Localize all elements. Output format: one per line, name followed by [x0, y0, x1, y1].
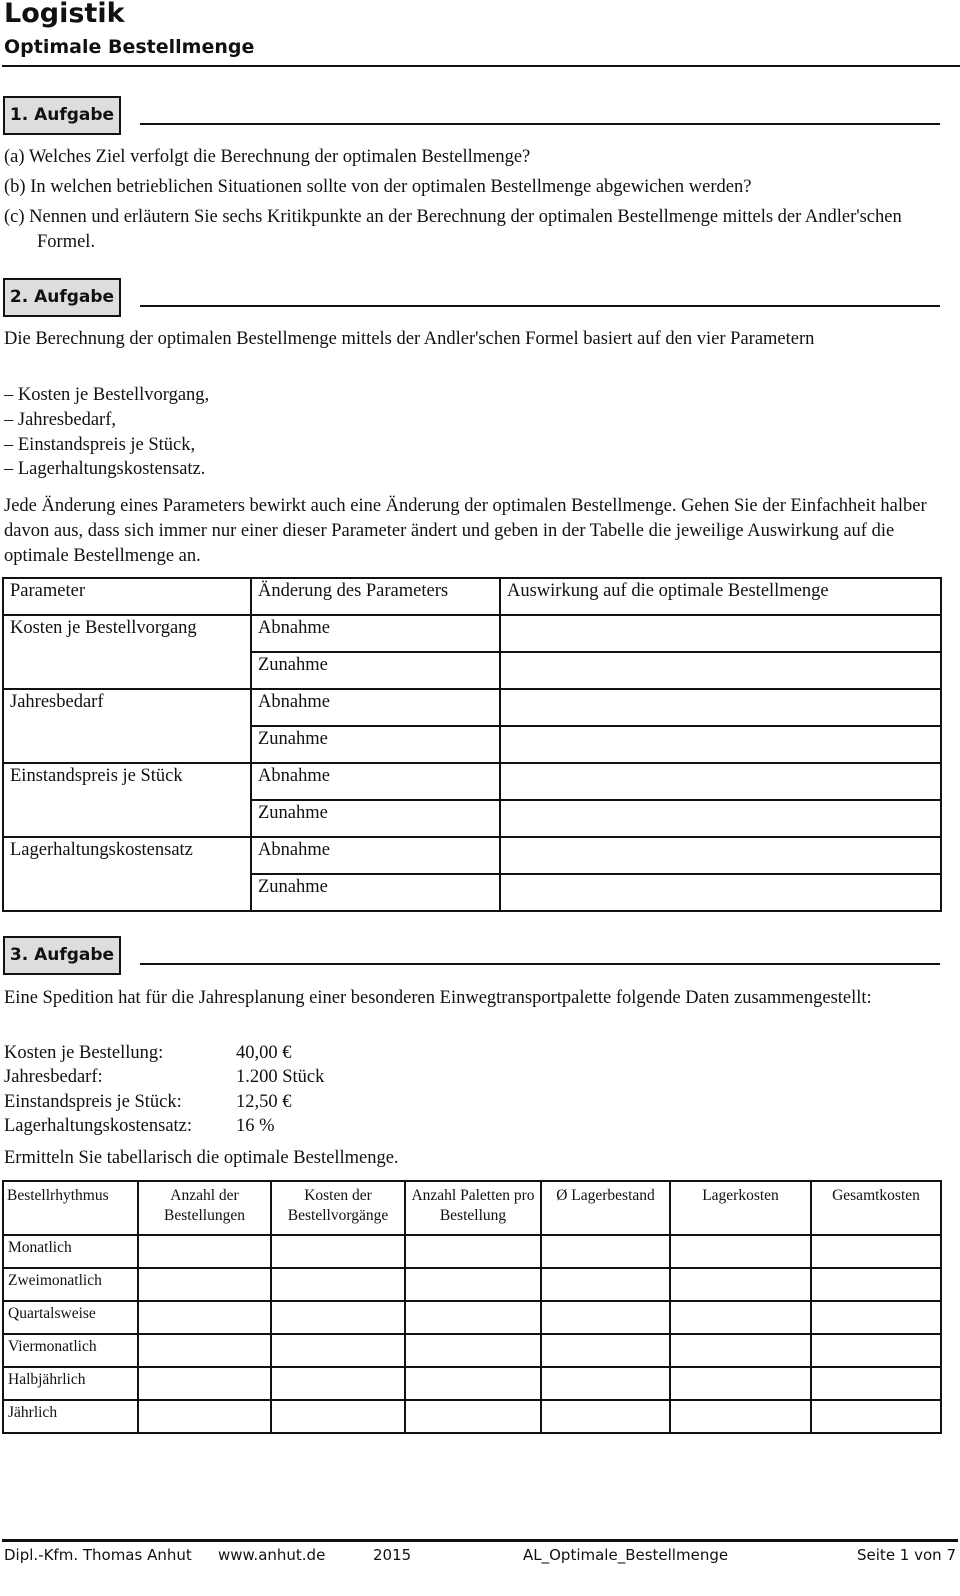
data-key: Jahresbedarf:	[4, 1067, 103, 1087]
page-title: Logistik	[4, 0, 125, 29]
answer-cell[interactable]	[405, 1268, 541, 1301]
parameter-table	[2, 577, 942, 912]
answer-cell[interactable]	[138, 1400, 271, 1433]
task3-intro: Eine Spedition hat für die Jahresplanung einer besonderen Einwegtransportpalette folgende Daten zusammengestellt:	[4, 988, 872, 1008]
rhythm-cell: Quartalsweise	[3, 1301, 138, 1334]
table-row	[3, 763, 941, 800]
header-rule	[2, 65, 960, 67]
task1-label: 1. Aufgabe	[3, 96, 121, 135]
answer-cell[interactable]	[138, 1367, 271, 1400]
effect-answer-cell[interactable]	[500, 763, 941, 800]
footer-document: AL_Optimale_Bestellmenge	[523, 1546, 729, 1564]
data-row-unit-price	[4, 1090, 292, 1115]
effect-answer-cell[interactable]	[500, 652, 941, 689]
effect-answer-cell[interactable]	[500, 726, 941, 763]
task2-intro: Die Berechnung der optimalen Bestellmenge mittels der Andler'schen Formel basiert auf den vier Parametern	[4, 329, 815, 349]
table-row	[3, 1367, 941, 1400]
header-cell: Auswirkung auf die optimale Bestellmenge	[500, 578, 941, 615]
page-subtitle: Optimale Bestellmenge	[4, 36, 255, 58]
task1-question-b: (b) In welchen betrieblichen Situationen sollte von der optimalen Bestellmenge abgewichen werden?	[4, 177, 752, 197]
data-value: 40,00 €	[236, 1043, 292, 1063]
answer-cell[interactable]	[670, 1367, 811, 1400]
answer-cell[interactable]	[405, 1400, 541, 1433]
effect-answer-cell[interactable]	[500, 800, 941, 837]
data-value: 12,50 €	[236, 1092, 292, 1112]
answer-cell[interactable]	[271, 1268, 405, 1301]
change-cell: Zunahme	[251, 874, 500, 911]
answer-cell[interactable]	[271, 1367, 405, 1400]
data-row-annual-demand	[4, 1065, 324, 1090]
answer-cell[interactable]	[138, 1301, 271, 1334]
answer-cell[interactable]	[811, 1400, 941, 1433]
header-cell: Ø Lagerbestand	[541, 1181, 670, 1235]
answer-cell[interactable]	[541, 1235, 670, 1268]
footer-website: www.anhut.de	[218, 1546, 326, 1564]
table-row	[3, 1268, 941, 1301]
footer-rule	[2, 1539, 958, 1542]
parameter-cell: Jahresbedarf	[3, 689, 251, 763]
table-header-row	[3, 1181, 941, 1235]
table-row	[3, 1334, 941, 1367]
table-row	[3, 615, 941, 652]
rhythm-cell: Halbjährlich	[3, 1367, 138, 1400]
rhythm-cell: Viermonatlich	[3, 1334, 138, 1367]
effect-answer-cell[interactable]	[500, 874, 941, 911]
header-cell: Lagerkosten	[670, 1181, 811, 1235]
change-cell: Abnahme	[251, 763, 500, 800]
data-key: Einstandspreis je Stück:	[4, 1092, 182, 1112]
answer-cell[interactable]	[811, 1334, 941, 1367]
answer-cell[interactable]	[405, 1367, 541, 1400]
answer-cell[interactable]	[670, 1400, 811, 1433]
task1-line	[140, 123, 940, 125]
footer-year: 2015	[373, 1546, 412, 1564]
answer-cell[interactable]	[405, 1301, 541, 1334]
data-value: 1.200 Stück	[236, 1067, 325, 1087]
data-row-order-cost	[4, 1041, 292, 1066]
data-value: 16 %	[236, 1116, 275, 1136]
effect-answer-cell[interactable]	[500, 837, 941, 874]
change-cell: Abnahme	[251, 615, 500, 652]
task2-instruction: Jede Änderung eines Parameters bewirkt auch eine Änderung der optimalen Bestellmenge. Gehen Sie der Einfachheit halber davon aus, dass sich immer nur einer dieser Parameter ändert und geben in der Tabelle die jeweilige Auswirkung auf die optimale Bestellmenge an.	[4, 496, 927, 566]
answer-cell[interactable]	[541, 1301, 670, 1334]
table-row	[3, 1400, 941, 1433]
header-cell: Gesamtkosten	[811, 1181, 941, 1235]
header-cell: Parameter	[3, 578, 251, 615]
answer-cell[interactable]	[405, 1334, 541, 1367]
answer-cell[interactable]	[541, 1334, 670, 1367]
data-key: Kosten je Bestellung:	[4, 1043, 164, 1063]
change-cell: Abnahme	[251, 689, 500, 726]
table-row	[3, 837, 941, 874]
header-cell: Anzahl Paletten pro Bestellung	[405, 1181, 541, 1235]
answer-cell[interactable]	[811, 1235, 941, 1268]
rhythm-cell: Zweimonatlich	[3, 1268, 138, 1301]
answer-cell[interactable]	[138, 1268, 271, 1301]
change-cell: Zunahme	[251, 652, 500, 689]
task3-label: 3. Aufgabe	[3, 936, 121, 975]
answer-cell[interactable]	[811, 1268, 941, 1301]
parameter-cell: Lagerhaltungskostensatz	[3, 837, 251, 911]
header-cell: Anzahl der Bestellungen	[138, 1181, 271, 1235]
order-rhythm-table	[2, 1180, 942, 1434]
footer-author: Dipl.-Kfm. Thomas Anhut	[4, 1546, 192, 1564]
task2-list-item: – Einstandspreis je Stück,	[4, 435, 196, 455]
rhythm-cell: Monatlich	[3, 1235, 138, 1268]
header-cell: Änderung des Parameters	[251, 578, 500, 615]
task2-label: 2. Aufgabe	[3, 278, 121, 317]
answer-cell[interactable]	[271, 1235, 405, 1268]
task1-question-a: (a) Welches Ziel verfolgt die Berechnung der optimalen Bestellmenge?	[4, 147, 531, 167]
answer-cell[interactable]	[811, 1367, 941, 1400]
change-cell: Zunahme	[251, 726, 500, 763]
table-row	[3, 1301, 941, 1334]
change-cell: Abnahme	[251, 837, 500, 874]
task2-list-item: – Kosten je Bestellvorgang,	[4, 385, 210, 405]
answer-cell[interactable]	[811, 1301, 941, 1334]
task1-question-c: (c) Nennen und erläutern Sie sechs Kritikpunkte an der Berechnung der optimalen Bestellmenge mittels der Andler'schen Formel.	[4, 207, 902, 252]
table-header-row	[3, 578, 941, 615]
task3-line	[140, 963, 940, 965]
task2-line	[140, 305, 940, 307]
answer-cell[interactable]	[405, 1235, 541, 1268]
answer-cell[interactable]	[670, 1235, 811, 1268]
answer-cell[interactable]	[271, 1400, 405, 1433]
header-cell: Bestellrhythmus	[3, 1181, 138, 1235]
answer-cell[interactable]	[271, 1334, 405, 1367]
footer-page: Seite 1 von 7	[857, 1546, 956, 1564]
answer-cell[interactable]	[670, 1334, 811, 1367]
answer-cell[interactable]	[670, 1268, 811, 1301]
parameter-cell: Einstandspreis je Stück	[3, 763, 251, 837]
task2-list-item: – Lagerhaltungskostensatz.	[4, 459, 206, 479]
task3-instruction: Ermitteln Sie tabellarisch die optimale Bestellmenge.	[4, 1148, 399, 1168]
answer-cell[interactable]	[138, 1235, 271, 1268]
header-cell: Kosten der Bestellvorgänge	[271, 1181, 405, 1235]
table-row	[3, 689, 941, 726]
data-key: Lagerhaltungskostensatz:	[4, 1116, 193, 1136]
table-row	[3, 1235, 941, 1268]
rhythm-cell: Jährlich	[3, 1400, 138, 1433]
answer-cell[interactable]	[541, 1400, 670, 1433]
parameter-cell: Kosten je Bestellvorgang	[3, 615, 251, 689]
data-row-holding-rate	[4, 1114, 275, 1139]
answer-cell[interactable]	[670, 1301, 811, 1334]
answer-cell[interactable]	[271, 1301, 405, 1334]
effect-answer-cell[interactable]	[500, 689, 941, 726]
task2-list-item: – Jahresbedarf,	[4, 410, 116, 430]
answer-cell[interactable]	[138, 1334, 271, 1367]
answer-cell[interactable]	[541, 1268, 670, 1301]
effect-answer-cell[interactable]	[500, 615, 941, 652]
change-cell: Zunahme	[251, 800, 500, 837]
answer-cell[interactable]	[541, 1367, 670, 1400]
